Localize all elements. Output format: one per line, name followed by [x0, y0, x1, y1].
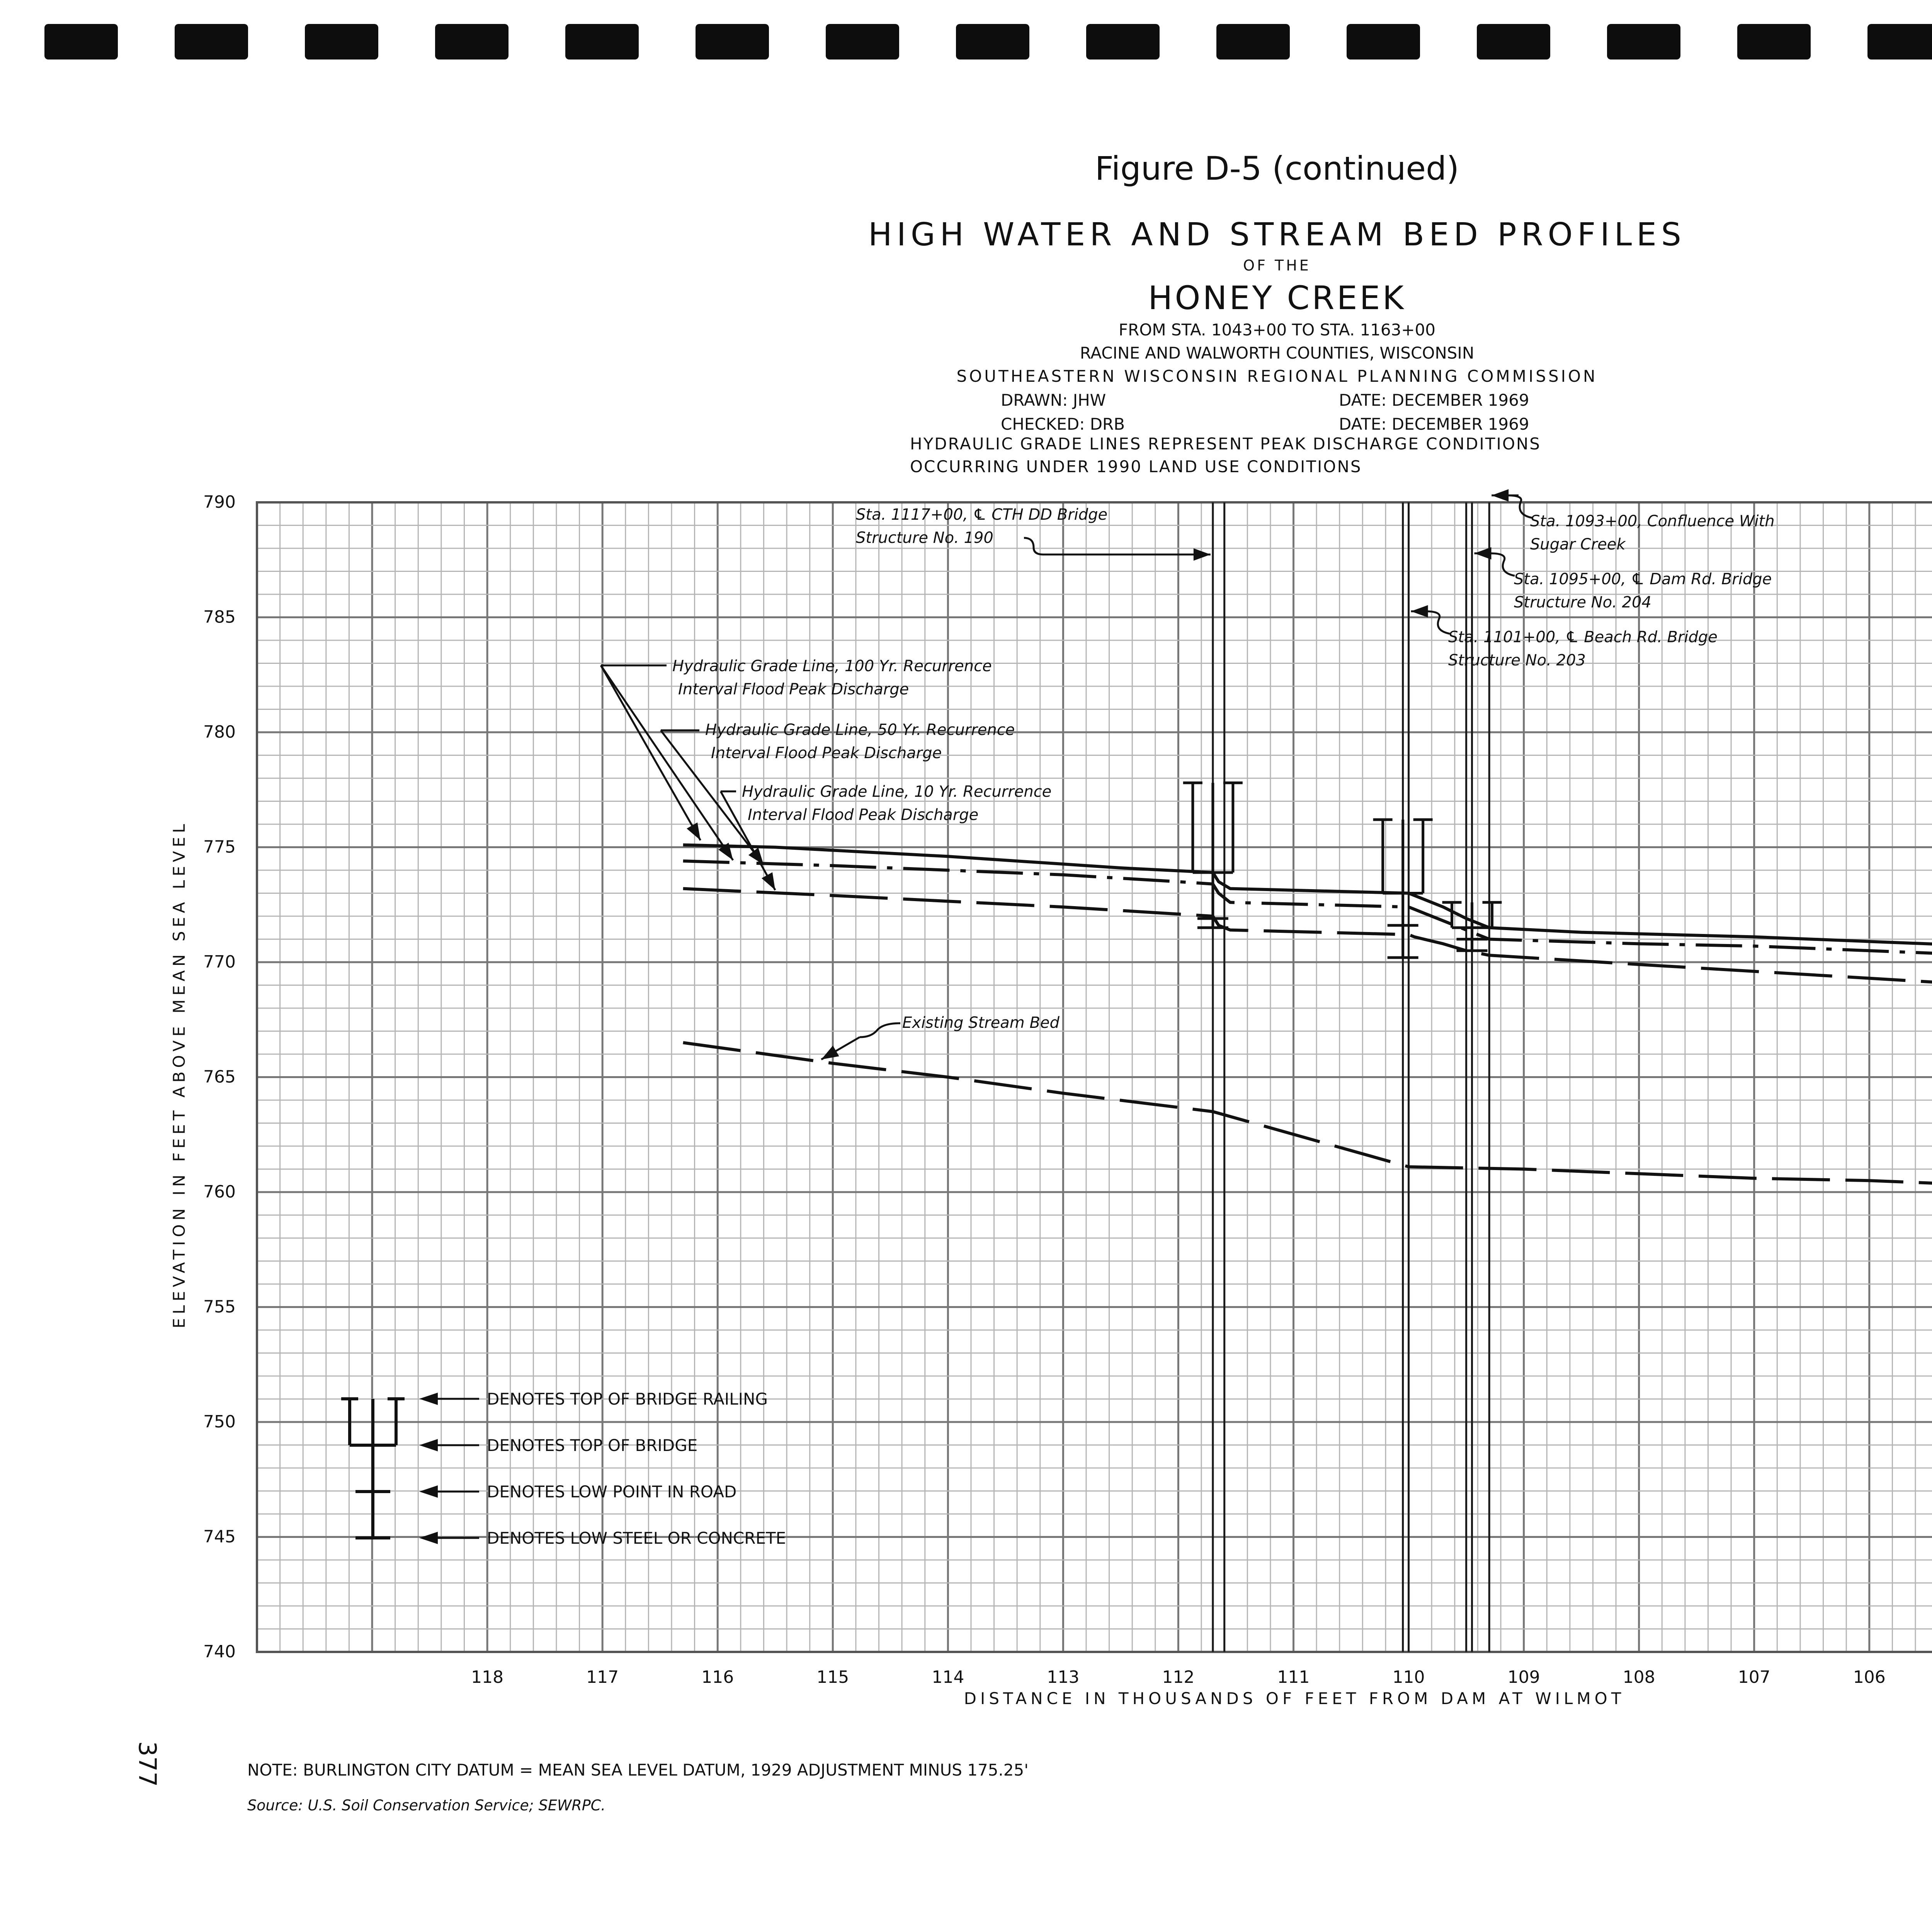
- legend-arrow-road-head: [419, 1485, 438, 1498]
- binder-mark: [1737, 24, 1811, 60]
- binder-mark: [1607, 24, 1680, 60]
- x-tick-label: 114: [932, 1667, 964, 1687]
- binder-mark: [1867, 24, 1932, 60]
- annot-sta1095-line2: Structure No. 204: [1514, 594, 1651, 611]
- binder-mark: [956, 24, 1029, 60]
- y-tick-label: 740: [203, 1642, 236, 1662]
- leader-sta1093-head: [1492, 489, 1509, 502]
- leader-sta1093-curl: [1507, 495, 1532, 518]
- legend-arrow-top-head: [419, 1439, 438, 1451]
- leader-sta1095-curl: [1490, 553, 1515, 576]
- y-tick-label: 775: [203, 837, 236, 857]
- x-tick-label: 106: [1853, 1667, 1886, 1687]
- binder-mark: [175, 24, 248, 60]
- figure-number: Figure D-5 (continued): [1095, 150, 1459, 187]
- binder-mark: [1347, 24, 1420, 60]
- binder-mark: [44, 24, 118, 60]
- annot-sta1093-line2: Sugar Creek: [1530, 536, 1626, 553]
- y-tick-label: 760: [203, 1182, 236, 1202]
- figure-title: HIGH WATER AND STREAM BED PROFILES: [868, 216, 1686, 253]
- x-tick-label: 118: [471, 1667, 504, 1687]
- x-tick-label: 112: [1162, 1667, 1195, 1687]
- y-tick-label: 765: [203, 1067, 236, 1087]
- x-tick-label: 113: [1047, 1667, 1080, 1687]
- binder-mark: [565, 24, 639, 60]
- annot-hgl100-line1: Hydraulic Grade Line, 100 Yr. Recurrence: [672, 657, 992, 675]
- checked-date: DATE: DECEMBER 1969: [1339, 415, 1529, 434]
- counties: RACINE AND WALWORTH COUNTIES, WISCONSIN: [1080, 344, 1475, 362]
- annot-stream-bed: Existing Stream Bed: [902, 1014, 1060, 1032]
- footer-note: NOTE: BURLINGTON CITY DATUM = MEAN SEA LEVEL DATUM, 1929 ADJUSTMENT MINUS 175.25': [247, 1761, 1029, 1779]
- leader-bed-curl: [860, 1023, 900, 1037]
- x-tick-label: 107: [1738, 1667, 1770, 1687]
- x-ticks: [471, 1667, 1932, 1687]
- grid: [257, 502, 1932, 1652]
- annot-hgl10-line1: Hydraulic Grade Line, 10 Yr. Recurrence: [742, 783, 1052, 801]
- annot-sta1101-line1: Sta. 1101+00, ℄ Beach Rd. Bridge: [1448, 628, 1718, 646]
- legend-railing: DENOTES TOP OF BRIDGE RAILING: [487, 1390, 768, 1408]
- page-number: 377: [133, 1741, 162, 1787]
- y-tick-label: 750: [203, 1412, 236, 1432]
- binder-marks: [44, 24, 1932, 60]
- y-tick-label: 785: [203, 607, 236, 627]
- leader-bed-head: [821, 1046, 839, 1060]
- hgl-note-line2: OCCURRING UNDER 1990 LAND USE CONDITIONS: [910, 457, 1362, 476]
- footer-source: Source: U.S. Soil Conservation Service; SEWRPC.: [247, 1797, 606, 1814]
- station-range: FROM STA. 1043+00 TO STA. 1163+00: [1119, 320, 1435, 339]
- checked-by: CHECKED: DRB: [1001, 415, 1125, 434]
- y-tick-label: 790: [203, 492, 236, 512]
- binder-mark: [1216, 24, 1290, 60]
- annot-sta1093-line1: Sta. 1093+00, Confluence With: [1530, 512, 1775, 530]
- leader-sta1101-curl: [1425, 611, 1450, 634]
- binder-mark: [1086, 24, 1160, 60]
- x-tick-label: 117: [586, 1667, 619, 1687]
- leader-sta1101-head: [1411, 605, 1428, 617]
- legend-low-point-road: DENOTES LOW POINT IN ROAD: [487, 1482, 737, 1501]
- binder-mark: [826, 24, 899, 60]
- y-tick-label: 770: [203, 952, 236, 972]
- x-tick-label: 116: [701, 1667, 734, 1687]
- y-axis-label-left: ELEVATION IN FEET ABOVE MEAN SEA LEVEL: [170, 820, 189, 1328]
- annot-sta1117-line1: Sta. 1117+00, ℄ CTH DD Bridge: [856, 506, 1108, 524]
- annot-hgl100-line2: Interval Flood Peak Discharge: [678, 680, 909, 698]
- hgl-note-line1: HYDRAULIC GRADE LINES REPRESENT PEAK DISCHARGE CONDITIONS: [910, 434, 1541, 453]
- y-tick-label: 755: [203, 1297, 236, 1317]
- leader-sta1095-head: [1474, 547, 1491, 560]
- series-lines: [683, 845, 1932, 1192]
- x-tick-label: 110: [1392, 1667, 1425, 1687]
- binder-mark: [305, 24, 378, 60]
- legend-arrow-railing-head: [419, 1393, 438, 1405]
- drawn-date: DATE: DECEMBER 1969: [1339, 391, 1529, 410]
- leader-hgl100-a-head: [687, 822, 701, 840]
- x-axis-label: DISTANCE IN THOUSANDS OF FEET FROM DAM AT WILMOT: [964, 1689, 1625, 1708]
- annot-sta1101-line2: Structure No. 203: [1448, 651, 1586, 669]
- binder-mark: [1477, 24, 1550, 60]
- annot-hgl50-line2: Interval Flood Peak Discharge: [711, 744, 942, 762]
- legend-low-steel: DENOTES LOW STEEL OR CONCRETE: [487, 1529, 786, 1548]
- annot-sta1095-line1: Sta. 1095+00, ℄ Dam Rd. Bridge: [1514, 570, 1772, 588]
- annot-hgl10-line2: Interval Flood Peak Discharge: [748, 806, 979, 824]
- commission: SOUTHEASTERN WISCONSIN REGIONAL PLANNING COMMISSION: [956, 367, 1598, 386]
- binder-mark: [696, 24, 769, 60]
- creek-name: HONEY CREEK: [1148, 279, 1406, 317]
- leader-sta1117-head: [1194, 548, 1211, 561]
- y-tick-label: 780: [203, 722, 236, 742]
- y-tick-label: 745: [203, 1527, 236, 1547]
- x-tick-label: 111: [1277, 1667, 1310, 1687]
- legend-top-of-bridge: DENOTES TOP OF BRIDGE: [487, 1436, 698, 1455]
- series-hgl50: [683, 861, 1932, 958]
- binder-mark: [435, 24, 509, 60]
- x-tick-label: 109: [1507, 1667, 1540, 1687]
- drawn-by: DRAWN: JHW: [1001, 391, 1106, 410]
- legend-arrow-low-head: [419, 1532, 438, 1544]
- annot-hgl50-line1: Hydraulic Grade Line, 50 Yr. Recurrence: [705, 721, 1015, 739]
- y-ticks-left: [203, 492, 236, 1662]
- x-tick-label: 108: [1622, 1667, 1655, 1687]
- x-tick-label: 115: [816, 1667, 849, 1687]
- annot-sta1117-line2: Structure No. 190: [856, 529, 993, 547]
- of-the-label: OF THE: [1243, 257, 1311, 274]
